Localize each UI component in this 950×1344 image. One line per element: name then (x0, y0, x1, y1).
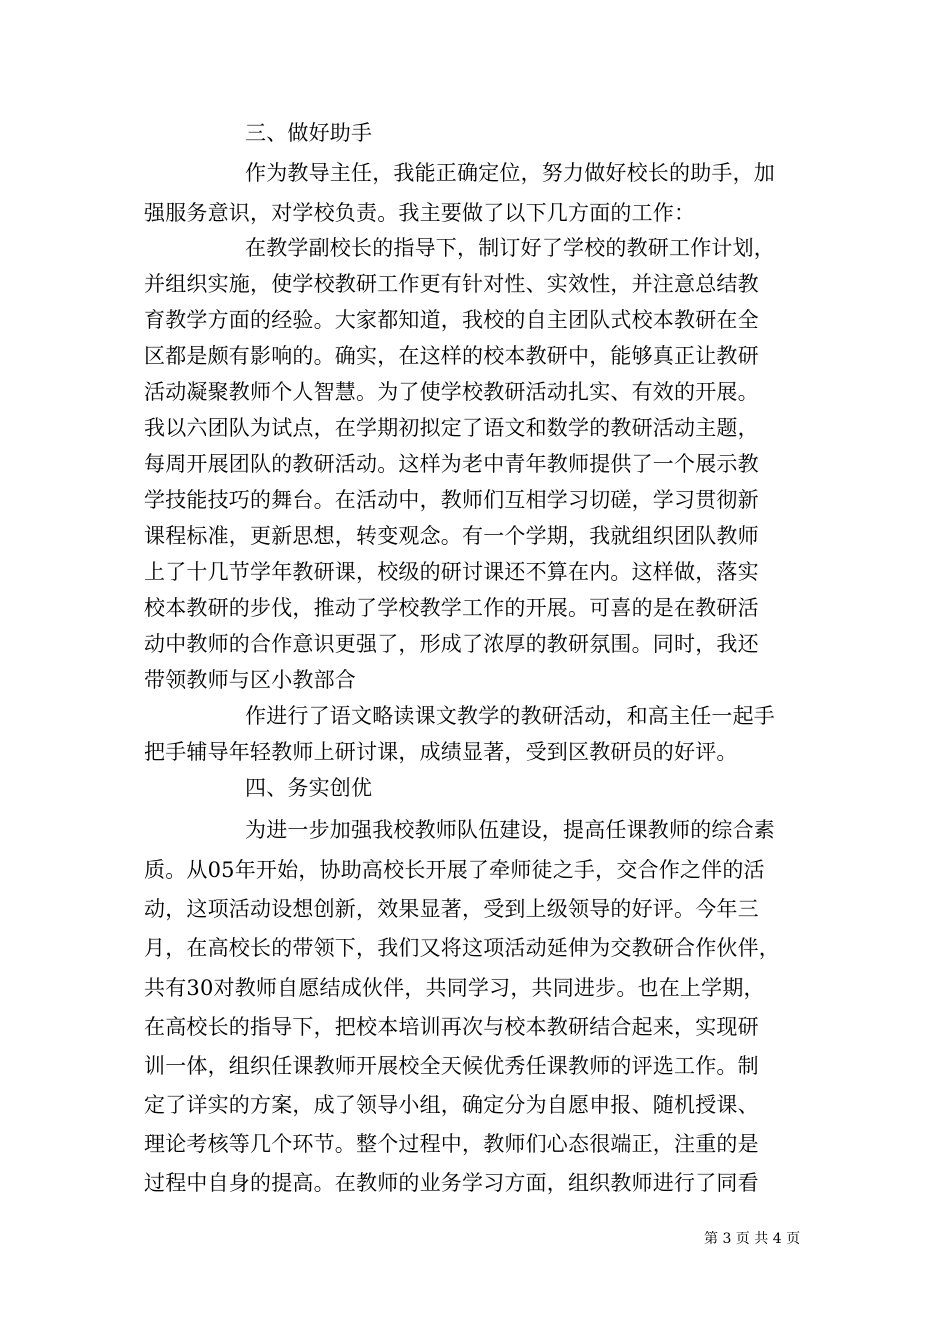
paragraph-line: 训一体，组织任课教师开展校全天候优秀任课教师的评选工作。制 (144, 1054, 759, 1078)
paragraph-line: 校本教研的步伐，推动了学校教学工作的开展。可喜的是在教研活 (144, 596, 759, 620)
paragraph-line: 并组织实施，使学校教研工作更有针对性、实效性，并注意总结教 (144, 272, 759, 296)
paragraph-line: 动中教师的合作意识更强了，形成了浓厚的教研氛围。同时，我还 (144, 632, 759, 656)
paragraph-line: 月，在高校长的带领下，我们又将这项活动延伸为交教研合作伙伴， (144, 936, 780, 960)
paragraph-line: 作为教导主任，我能正确定位，努力做好校长的助手，加 (245, 161, 775, 185)
paragraph-line: 带领教师与区小教部合 (144, 668, 356, 692)
paragraph-line: 过程中自身的提高。在教师的业务学习方面，组织教师进行了同看 (144, 1171, 759, 1195)
paragraph-line: 作进行了语文略读课文教学的教研活动，和高主任一起手 (245, 704, 775, 728)
paragraph-line: 在高校长的指导下，把校本培训再次与校本教研结合起来，实现研 (144, 1015, 759, 1039)
paragraph-line: 动，这项活动设想创新，效果显著，受到上级领导的好评。今年三 (144, 897, 759, 921)
paragraph-line: 定了详实的方案，成了领导小组，确定分为自愿申报、随机授课、 (144, 1093, 759, 1117)
paragraph-line: 上了十几节学年教研课，校级的研讨课还不算在内。这样做，落实 (144, 560, 759, 584)
paragraph-line: 育教学方面的经验。大家都知道，我校的自主团队式校本教研在全 (144, 308, 759, 332)
paragraph-line: 质。从05年开始，协助高校长开展了牵师徒之手，交合作之伴的活 (144, 858, 765, 882)
paragraph-line: 课程标准，更新思想，转变观念。有一个学期，我就组织团队教师 (144, 524, 759, 548)
paragraph-line: 活动凝聚教师个人智慧。为了使学校教研活动扎实、有效的开展。 (144, 380, 759, 404)
paragraph-line: 在教学副校长的指导下，制订好了学校的教研工作计划， (245, 236, 775, 260)
paragraph-line: 区都是颇有影响的。确实，在这样的校本教研中，能够真正让教研 (144, 344, 759, 368)
page-number-footer: 第 3 页 共 4 页 (704, 1231, 801, 1247)
paragraph-line: 把手辅导年轻教师上研讨课，成绩显著，受到区教研员的好评。 (144, 740, 738, 764)
paragraph-line: 强服务意识，对学校负责。我主要做了以下几方面的工作： (144, 201, 696, 225)
paragraph-line: 共有30对教师自愿结成伙伴，共同学习，共同进步。也在上学期， (144, 976, 765, 1000)
section-heading: 四、务实创优 (245, 776, 373, 800)
paragraph-line: 学技能技巧的舞台。在活动中，教师们互相学习切磋，学习贯彻新 (144, 488, 759, 512)
paragraph-line: 我以六团队为试点，在学期初拟定了语文和数学的教研活动主题， (144, 416, 759, 440)
section-heading: 三、做好助手 (245, 121, 373, 145)
paragraph-line: 每周开展团队的教研活动。这样为老中青年教师提供了一个展示教 (144, 452, 759, 476)
paragraph-line: 为进一步加强我校教师队伍建设，提高任课教师的综合素 (245, 818, 775, 842)
paragraph-line: 理论考核等几个环节。整个过程中，教师们心态很端正，注重的是 (144, 1132, 759, 1156)
